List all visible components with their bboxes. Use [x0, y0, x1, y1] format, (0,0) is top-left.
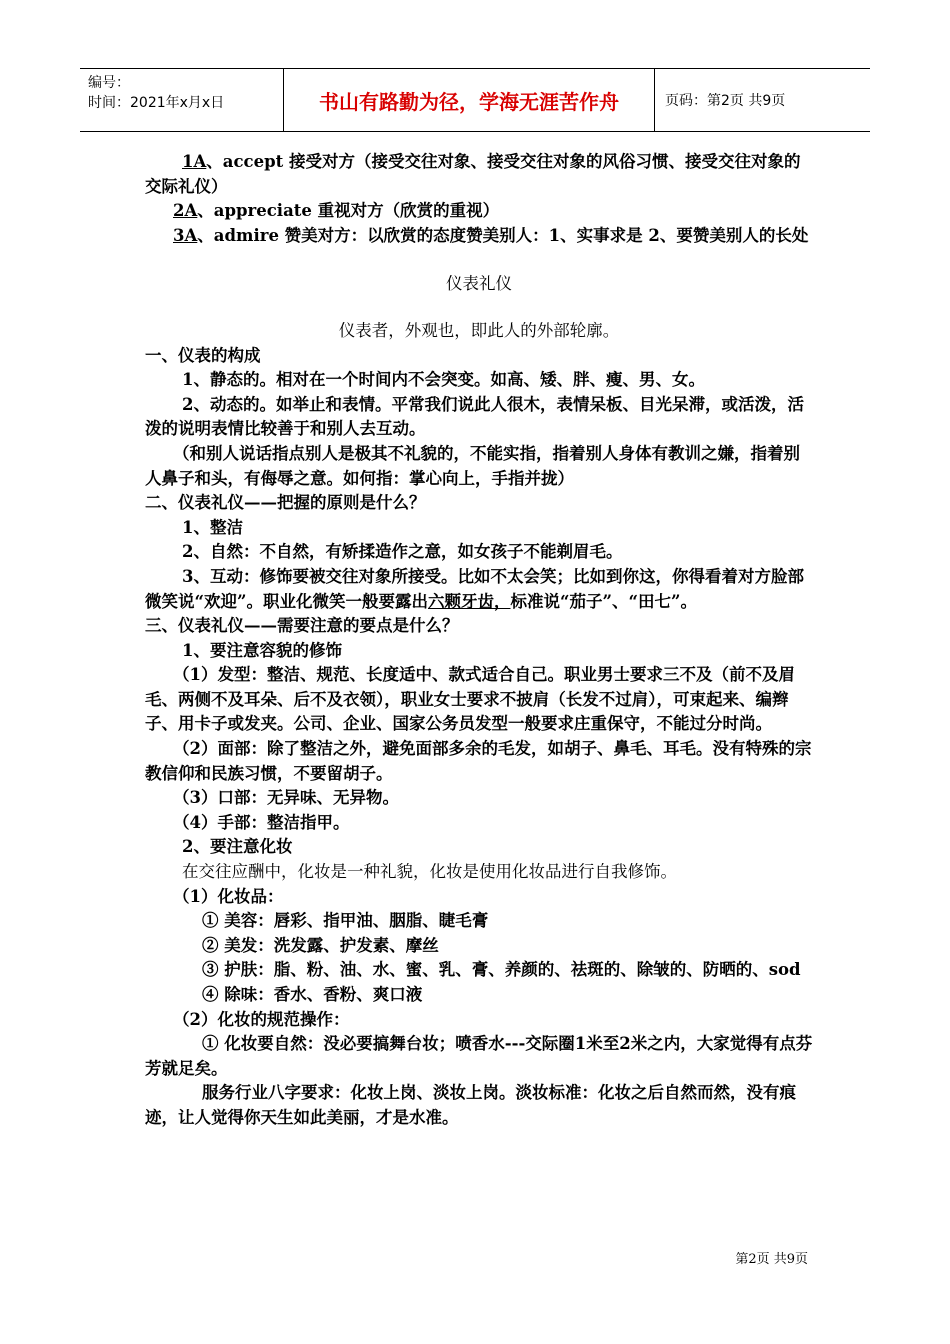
paragraph-makeup: 2、要注意化妆: [182, 837, 293, 857]
paragraph-service-rule: 服务行业八字要求：化妆上岗、淡妆上岗。淡妆标准：化妆之后自然而然，没有痕迹，让人觉得你天生如此美丽，才是水准。: [145, 1083, 796, 1127]
paragraph-hair: （1）发型：整洁、规范、长度适中、款式适合自己。职业男士要求三不及（前不及眉毛、两侧不及耳朵、后不及衣领），职业女士要求不披肩（长发不过肩），可束起来、编辫子、用卡子或发夹。公司、企业、国家公务员发型一般要求庄重保守，不能过分时尚。: [145, 665, 795, 734]
section-title: 仪表礼仪: [446, 274, 512, 294]
paragraph-makeup-rules: （2）化妆的规范操作：: [173, 1009, 350, 1029]
paragraph-static: 1、静态的。相对在一个时间内不会突变。如高、矮、胖、瘦、男、女。: [182, 370, 705, 390]
heading-3: 三、仪表礼仪——需要注意的要点是什么？: [145, 616, 459, 636]
paragraph-interaction: [145, 565, 813, 614]
intro-text: 仪表者，外观也，即此人的外部轮廓。: [338, 320, 620, 340]
heading-2: 二、仪表礼仪——把握的原则是什么？: [145, 493, 426, 513]
paragraph-appearance: 1、要注意容貌的修饰: [182, 640, 342, 660]
paragraph-text: 3、互动：修饰要被交往对象所接受。比如不太会笑；比如到你这，你得看着对方脸部微笑说“欢迎”。职业化微笑一般要露出: [145, 566, 804, 611]
item-number: 1A: [182, 152, 207, 171]
paragraph-makeup-intro: 在交往应酬中，化妆是一种礼貌，化妆是使用化妆品进行自我修饰。: [182, 862, 677, 882]
paragraph-natural: 2、自然：不自然，有矫揉造作之意，如女孩子不能剃眉毛。: [182, 542, 623, 562]
number-label: 编号：: [88, 75, 130, 91]
paragraph-hands: （4）手部：整洁指甲。: [173, 812, 350, 832]
list-item-beauty: ① 美容：唇彩、指甲油、胭脂、睫毛膏: [202, 911, 489, 931]
time-label: 时间：2021年x月x日: [88, 95, 225, 111]
item-number: 2A: [173, 201, 198, 221]
paragraph-text: 、admire 赞美对方：以欣赏的态度赞美别人：1、实事求是 2、要赞美别人的长处: [197, 225, 809, 245]
header-page-label: 页码：第2页 共9页: [665, 93, 786, 109]
paragraph-text: 、accept 接受对方（接受交往对象、接受交往对象的风俗习惯、接受交往对象的交际礼仪）: [145, 152, 801, 196]
page-footer: 第2页 共9页: [735, 1252, 808, 1267]
paragraph-natural-makeup: ① 化妆要自然：没必要搞舞台妆；喷香水---交际圈1米至2米之内，大家觉得有点芬芳就足矣。: [145, 1034, 813, 1078]
paragraph-admire: [145, 224, 813, 249]
paragraph-tidy: 1、整洁: [182, 517, 243, 537]
paragraph-mouth: （3）口部：无异味、无异物。: [173, 788, 399, 808]
list-item-odor: ④ 除味：香水、香粉、爽口液: [202, 985, 423, 1004]
paragraph-appreciate: [145, 199, 813, 224]
paragraph-dynamic: 2、动态的。如举止和表情。平常我们说此人很木，表情呆板、目光呆滞，或活泼，活泼的说明表情比较善于和别人去互动。: [145, 394, 804, 439]
list-item-hair: ② 美发：洗发露、护发素、摩丝: [202, 935, 439, 955]
paragraph-text: 、appreciate 重视对方（欣赏的重视）: [197, 201, 500, 221]
paragraph-face: （2）面部：除了整洁之外，避免面部多余的毛发，如胡子、鼻毛、耳毛。没有特殊的宗教信仰和民族习惯，不要留胡子。: [145, 739, 812, 783]
underlined-text: 六颗牙齿，: [427, 591, 511, 611]
paragraph-text: 标准说“茄子”、“田七”。: [510, 591, 697, 611]
paragraph-note: （和别人说话指点别人是极其不礼貌的，不能实指，指着别人身体有教训之嫌，指着别人鼻子和头，有侮辱之意。如何指：掌心向上，手指并拢）: [145, 443, 800, 488]
list-item-skin: ③ 护肤：脂、粉、油、水、蜜、乳、膏、养颜的、祛斑的、除皱的、防晒的、sod: [202, 960, 801, 980]
paragraph-accept: [145, 150, 813, 199]
header-meta: [80, 69, 283, 131]
heading-1: 一、仪表的构成: [145, 345, 261, 365]
header-table: [80, 68, 870, 132]
header-motto: 书山有路勤为径，学海无涯苦作舟: [283, 69, 655, 131]
document-body: [145, 150, 813, 1131]
item-number: 3A: [173, 225, 198, 245]
paragraph-cosmetics: （1）化妆品：: [173, 886, 284, 906]
